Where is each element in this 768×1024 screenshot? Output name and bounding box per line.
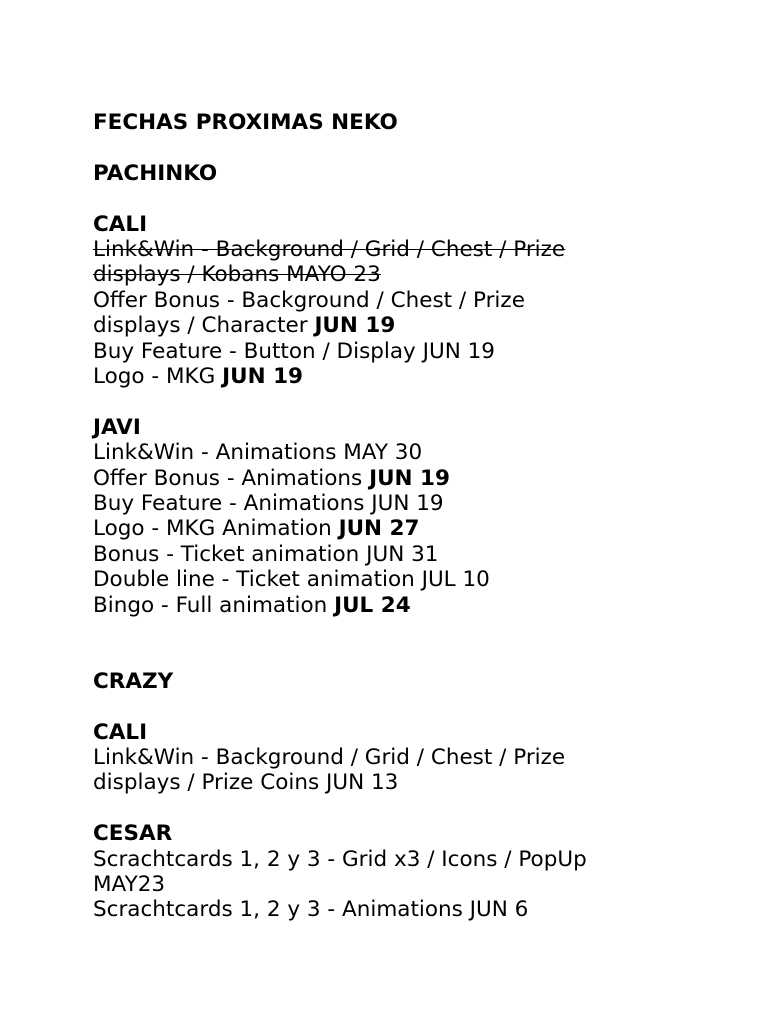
task-date: JUN 19 (314, 313, 396, 339)
person-heading-cesar: CESAR (93, 821, 173, 847)
spacer (93, 618, 693, 643)
task-item-struck: Link&Win - Background / Grid / Chest / Prize displays / Kobans MAYO 23 (93, 237, 566, 288)
task-date: JUL 24 (334, 592, 411, 618)
task-text: Logo - MKG (93, 364, 223, 390)
spacer (93, 135, 693, 160)
task-date: JUN 27 (338, 516, 420, 542)
task-item: Bonus - Ticket animation JUN 31 (93, 541, 439, 567)
task-item (93, 364, 693, 389)
task-item: Link&Win - Background / Grid / Chest / Prize displays / Prize Coins JUN 13 (93, 745, 566, 796)
task-item (93, 466, 693, 491)
document-title: FECHAS PROXIMAS NEKO (93, 110, 398, 135)
spacer (93, 694, 693, 719)
task-date: JUN 19 (222, 364, 303, 390)
spacer (93, 643, 693, 668)
task-text: Bingo - Full animation (93, 592, 335, 618)
task-item: Buy Feature - Button / Display JUN 19 (93, 338, 495, 364)
person-heading-cali: CALI (93, 719, 148, 745)
section-heading-crazy: CRAZY (93, 668, 174, 694)
spacer (93, 186, 693, 211)
task-item (93, 516, 693, 541)
task-item: Scrachtcards 1, 2 y 3 - Animations JUN 6 (93, 897, 529, 923)
task-item (93, 593, 693, 618)
person-heading-cali: CALI (93, 211, 148, 237)
task-item: Scrachtcards 1, 2 y 3 - Grid x3 / Icons / PopUp MAY23 (93, 846, 587, 898)
task-date: JUN 19 (369, 465, 450, 491)
task-item: Buy Feature - Animations JUN 19 (93, 491, 444, 517)
task-item: Link&Win - Animations MAY 30 (93, 440, 423, 466)
task-text: Logo - MKG Animation (93, 516, 339, 542)
task-item: Double line - Ticket animation JUL 10 (93, 567, 490, 593)
spacer (93, 389, 693, 414)
person-heading-javi: JAVI (93, 414, 141, 440)
task-item (93, 288, 593, 339)
task-text: Offer Bonus - Background / Chest / Prize displays / Character (93, 287, 525, 339)
spacer (93, 796, 693, 821)
task-text: Offer Bonus - Animations (93, 465, 370, 491)
document-page (93, 110, 693, 923)
section-heading-pachinko: PACHINKO (93, 160, 218, 186)
